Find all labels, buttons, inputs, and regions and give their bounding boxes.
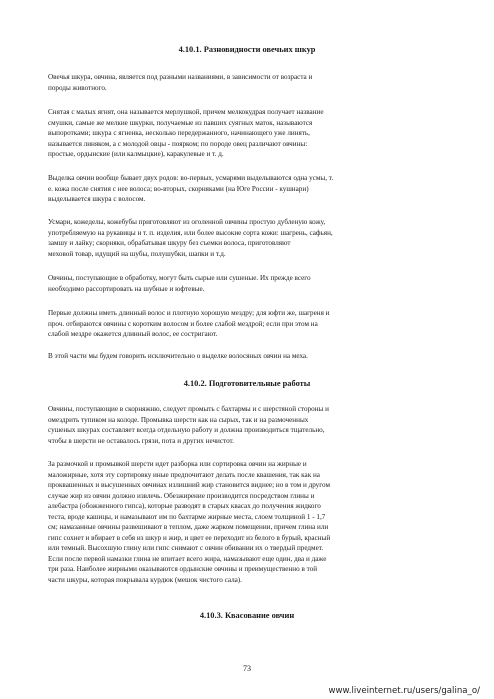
text-line: Овчины, поступающие в скорняжню, следует промыть с бахтармы и с шерстяной стороны и: [48, 405, 329, 413]
text-line: проч. отбираются овчины с коротким волосом и более слабой мездрой; если при этом на: [48, 319, 318, 328]
text-line: употребляемую на рукавицы и т. п. изделия, или более высокие сорта кожи: шагрень, сафьян,: [48, 228, 333, 237]
text-line: проквашенных и высушенных овчинах излишний жир становится виднее; но в том и другом: [48, 481, 330, 489]
paragraph-3: [48, 173, 453, 205]
text-line: е. кожа после снятия с нее волоса; во-вторых, скорняками (на Юге России - кушнари): [48, 184, 309, 193]
text-line: необходимо рассортировать на шубные и юфтевые.: [48, 284, 205, 293]
text-line: омездрить тупиком на колоде. Промывка шерсти как на сырых, так и на размоченных: [48, 415, 309, 424]
text-line: Снятая с малых ягнят, она называется мерлушкой, причем мелкокудрая получает название: [48, 108, 324, 116]
text-line: или темный. Высохшую глину или гипс снимают с овчин обивании их о твердый предмет.: [48, 544, 324, 552]
section-heading-4-10-2: 4.10.2. Подготовительные работы: [183, 379, 311, 388]
text-line: Первые должны иметь длинный волос и плотную хорошую мездру; для юфти же, шагреня и: [48, 309, 330, 317]
text-line: Выделка овчин вообще бывает двух родов: во-первых, усмарями выделываются одна усмы, т.: [48, 174, 334, 182]
text-line: маложирные, хотя эту сортировку иные предпочитают делать после квашения, так как на: [48, 470, 320, 479]
text-line: смушки, самые же мелкие шкурки, получаемые из павших суягных маток, называются: [48, 118, 313, 127]
text-line: три раза. Наиболее жирными оказываются ордынские овчины и преимущественно в той: [48, 565, 318, 573]
text-line: слабой мездре окажется длинный волос, ее состригают.: [48, 330, 218, 338]
text-line: сушеных шкурах составляет всегда отдельную работу и должна производиться тщательно,: [48, 426, 325, 434]
text-line: породы животного.: [48, 83, 107, 92]
text-line: За размочкой и промывкой шерсти идет разборка или сортировка овчин на жирные и: [48, 460, 307, 468]
paragraph-7: [48, 351, 453, 362]
text-line: называется линяком, а с молодой овцы - поярком; по породе овец различают овчины:: [48, 139, 308, 148]
paragraph-6: [48, 308, 453, 340]
text-line: чтобы в шерсти не оставалось грязи, пота и других нечистот.: [48, 436, 234, 445]
text-line: Овчины, поступающие в обработку, могут быть сырые или сушеные. Их прежде всего: [48, 274, 311, 282]
text-line: части шкуры, которая покрывала курдюк (мешок чистого сала).: [48, 575, 242, 584]
text-line: Овечья шкура, овчина, является под разными названиями, в зависимости от возраста и: [48, 73, 313, 81]
page-number: 73: [243, 664, 251, 673]
text-line: случае жир из овчин должно извлечь. Обезжирение производится посредством глины и: [48, 491, 315, 500]
text-line: алебастра (обожженного гипса), которые разводят в старых квасах до получения жидкого: [48, 502, 321, 510]
text-line: В этой части мы будем говорить исключительно о выделке волосяных овчин на меха.: [48, 352, 308, 360]
text-line: замшу и лайку; скорняки, обрабатывая шкуру без съемки волоса, приготовляют: [48, 239, 291, 247]
paragraph-2: [48, 107, 453, 160]
section-heading-4-10-1: 4.10.1. Разновидности овечьих шкур: [178, 45, 316, 54]
text-line: теста, вроде кашицы, и намазывают им по бахтарме жирные места, слоем толщиной 1 - 1,7: [48, 512, 326, 521]
source-watermark: www.liveinternet.ru/users/galina_o/: [328, 686, 480, 696]
text-line: гипс сохнет и вбирает в себя из шкур и жир, и цвет ее переходит из белого в бурый, красный: [48, 533, 331, 542]
text-line: простые, ордынские (или калмыцкие), каракулевые и т. д.: [48, 150, 224, 158]
section-heading-4-10-3: 4.10.3. Квасование овчин: [199, 611, 295, 620]
text-line: меховой товар, идущий на шубы, полушубки, шапки и т.д.: [48, 249, 226, 258]
text-line: Усмари, кожеделы, кожебубы приготовляют из оголенной овчины простую дубленую кожу,: [48, 218, 326, 226]
paragraph-4: [48, 217, 453, 259]
text-line: выделывается шкура с волосом.: [48, 195, 146, 203]
text-line: выпоротками; шкура с ягненка, несколько передержанного, начинающего уже линять,: [48, 129, 310, 137]
paragraph-1: [48, 72, 453, 93]
paragraph-9: [48, 459, 453, 585]
paragraph-8: [48, 404, 453, 446]
text-line: Если после первой намазки глина не впитает всего жира, намазывают еще один, два и даже: [48, 554, 327, 563]
text-line: см; намазанные овчины развешивают в теплом, даже жарком помещении, причем глина или: [48, 523, 329, 531]
paragraph-5: [48, 273, 453, 294]
